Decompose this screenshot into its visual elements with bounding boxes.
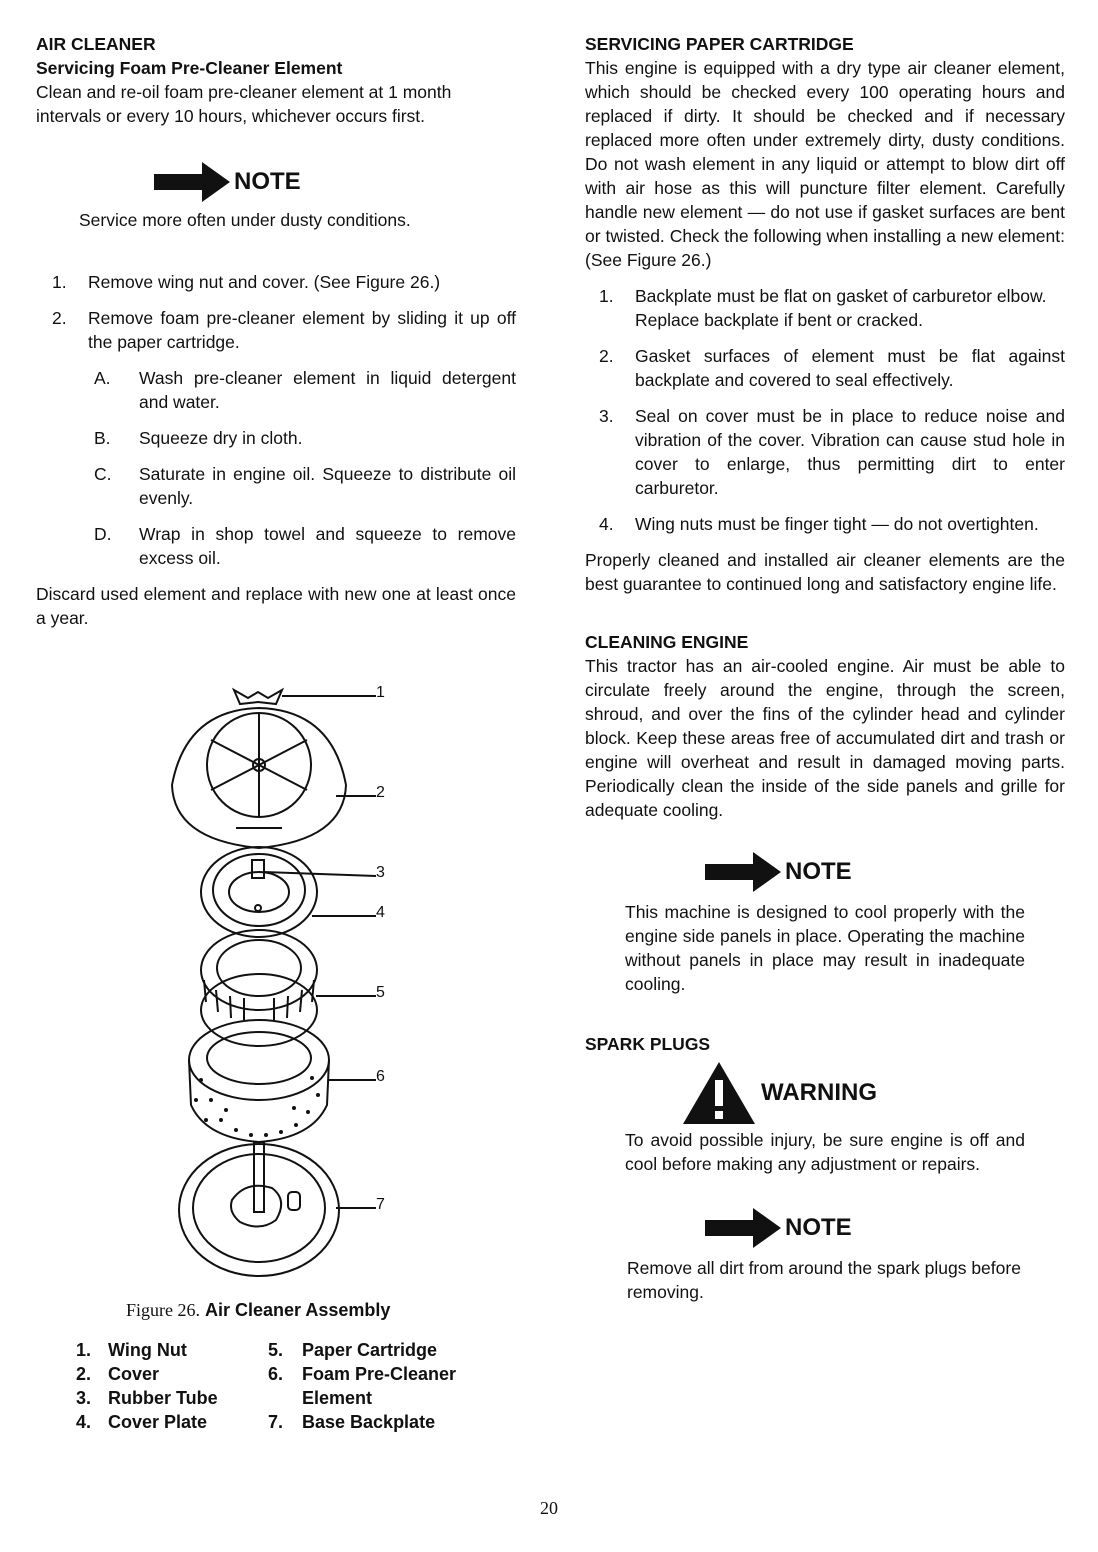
- callout-6: 6: [376, 1068, 385, 1085]
- wing-nut-drawing: [234, 690, 376, 704]
- item-number: 3.: [599, 406, 614, 426]
- figure-26: [36, 680, 516, 1290]
- list-item: [599, 344, 1065, 392]
- note-callout-2: [705, 852, 1065, 892]
- paper-cartridge-drawing: [201, 930, 376, 1046]
- legend-number: 4.: [76, 1412, 92, 1432]
- arrow-icon: [154, 162, 230, 202]
- list-item: [599, 284, 1065, 332]
- item-text: Gasket surfaces of element must be flat against backplate and covered to seal effectively.: [635, 346, 1065, 390]
- legend-label: Element: [302, 1388, 373, 1408]
- callout-7: 7: [376, 1196, 385, 1213]
- section-heading-air-cleaner: AIR CLEANER: [36, 34, 156, 54]
- warning-text: To avoid possible injury, be sure engine is off and cool before making any adjustment or repairs.: [625, 1130, 1025, 1174]
- air-cleaner-exploded-diagram: [36, 680, 516, 1290]
- foam-precleaner-drawing: [189, 1020, 376, 1142]
- figure-caption: [126, 1298, 516, 1322]
- legend-label: Foam Pre-Cleaner: [302, 1364, 457, 1384]
- list-item: [52, 270, 516, 294]
- list-item: [94, 462, 516, 510]
- cleaning-engine-paragraph: This tractor has an air-cooled engine. Air must be able to circulate freely around the engine, through the screen, shroud, and over the fins of the cylinder head and cylinder block. Keep these areas free of accumulated dirt and trash or engine will overheat and result in damaged moving parts. Periodically clean the inside of the side panels and grille for adequate cooling.: [585, 656, 1065, 820]
- list-item: [94, 426, 516, 450]
- section-heading-spark-plugs: SPARK PLUGS: [585, 1034, 711, 1054]
- checks-list: [585, 284, 1065, 536]
- item-number: 2.: [599, 346, 614, 366]
- cover-plate-drawing: [201, 847, 376, 937]
- legend-number: 6.: [268, 1364, 284, 1384]
- note-text: This machine is designed to cool properly with the engine side panels in place. Operating the machine without panels in place may result in inadequate cooling.: [625, 902, 1025, 994]
- foam-texture: [194, 1076, 320, 1137]
- cover-drawing: [172, 708, 376, 848]
- item-text: Remove foam pre-cleaner element by sliding it up off the paper cartridge.: [88, 308, 516, 352]
- item-number: C.: [94, 464, 112, 484]
- note-callout-3: [705, 1208, 1065, 1248]
- item-text: Seal on cover must be in place to reduce noise and vibration of the cover. Vibration can cause stud hole in cover to enlarge, thus permitting dirt to enter carburetor.: [635, 406, 1065, 498]
- item-number: 2.: [52, 308, 67, 328]
- legend-label: Base Backplate: [302, 1412, 436, 1432]
- callout-1: 1: [376, 684, 385, 701]
- item-text: Backplate must be flat on gasket of carburetor elbow. Replace backplate if bent or cracked.: [635, 286, 1047, 330]
- callout-2: 2: [376, 784, 385, 801]
- item-number: B.: [94, 428, 111, 448]
- list-item: [94, 366, 516, 414]
- callout-5: 5: [376, 984, 385, 1001]
- figure-number: Figure 26.: [126, 1300, 200, 1320]
- list-item: [94, 522, 516, 570]
- figure-title: Air Cleaner Assembly: [205, 1300, 391, 1320]
- item-text: Saturate in engine oil. Squeeze to distribute oil evenly.: [139, 464, 516, 508]
- note-text: Remove all dirt from around the spark plugs before removing.: [627, 1258, 1021, 1302]
- legend-number: 7.: [268, 1412, 284, 1432]
- item-number: D.: [94, 524, 112, 544]
- properly-paragraph: Properly cleaned and installed air cleaner elements are the best guarantee to continued long and satisfactory engine life.: [585, 550, 1065, 594]
- warning-callout: [681, 1060, 1065, 1126]
- legend-label: Rubber Tube: [108, 1388, 218, 1408]
- subheading-foam-precleaner: Servicing Foam Pre-Cleaner Element: [36, 58, 343, 78]
- base-backplate-drawing: [179, 1142, 376, 1276]
- steps-list: [36, 270, 516, 570]
- legend-number: 3.: [76, 1388, 92, 1408]
- right-column: [585, 30, 1065, 1304]
- note-callout-1: [154, 162, 516, 202]
- legend-number: 2.: [76, 1364, 92, 1384]
- figure-legend: [76, 1338, 516, 1434]
- item-number: 1.: [599, 286, 614, 306]
- discard-paragraph: Discard used element and replace with new one at least once a year.: [36, 584, 516, 628]
- warning-label: WARNING: [761, 1079, 877, 1106]
- item-number: 4.: [599, 514, 614, 534]
- note-text: Service more often under dusty conditions.: [79, 210, 411, 230]
- section-heading-paper-cartridge: SERVICING PAPER CARTRIDGE: [585, 34, 854, 54]
- legend-number: [268, 1386, 302, 1410]
- list-item: [599, 512, 1065, 536]
- page-number: 20: [540, 1498, 558, 1518]
- legend-number: 1.: [76, 1340, 92, 1360]
- note-label: NOTE: [234, 168, 301, 195]
- list-item: [52, 306, 516, 354]
- item-text: Wing nuts must be finger tight — do not overtighten.: [635, 514, 1039, 534]
- legend-label: Wing Nut: [108, 1340, 187, 1360]
- section-heading-cleaning-engine: CLEANING ENGINE: [585, 632, 749, 652]
- item-number: A.: [94, 368, 111, 388]
- intro-paragraph: Clean and re-oil foam pre-cleaner element at 1 month intervals or every 10 hours, whichever occurs first.: [36, 82, 452, 126]
- legend-label: Cover Plate: [108, 1412, 208, 1432]
- item-text: Remove wing nut and cover. (See Figure 26.): [88, 272, 441, 292]
- item-text: Wash pre-cleaner element in liquid detergent and water.: [139, 368, 516, 412]
- item-number: 1.: [52, 272, 67, 292]
- note-label: NOTE: [785, 858, 852, 885]
- legend-number: 5.: [268, 1340, 284, 1360]
- note-label: NOTE: [785, 1214, 852, 1241]
- legend-label: Cover: [108, 1364, 160, 1384]
- callout-3: 3: [376, 864, 385, 881]
- arrow-icon: [705, 852, 781, 892]
- item-text: Squeeze dry in cloth.: [139, 428, 303, 448]
- left-column: [36, 30, 516, 1434]
- list-item: [599, 404, 1065, 500]
- warning-icon: [681, 1060, 757, 1126]
- item-text: Wrap in shop towel and squeeze to remove excess oil.: [139, 524, 516, 568]
- callout-4: 4: [376, 904, 385, 921]
- legend-label: Paper Cartridge: [302, 1340, 438, 1360]
- arrow-icon: [705, 1208, 781, 1248]
- paper-cartridge-paragraph: This engine is equipped with a dry type air cleaner element, which should be checked every 100 operating hours and replaced if dirty. It should be checked and if necessary replaced more often under extremely dirty, dusty conditions. Do not wash element in any liquid or attempt to blow dirt off with air hose as this will puncture filter element. Carefully handle new element — do not use if gasket surfaces are bent or twisted. Check the following when installing a new element: (See Figure 26.): [585, 58, 1065, 270]
